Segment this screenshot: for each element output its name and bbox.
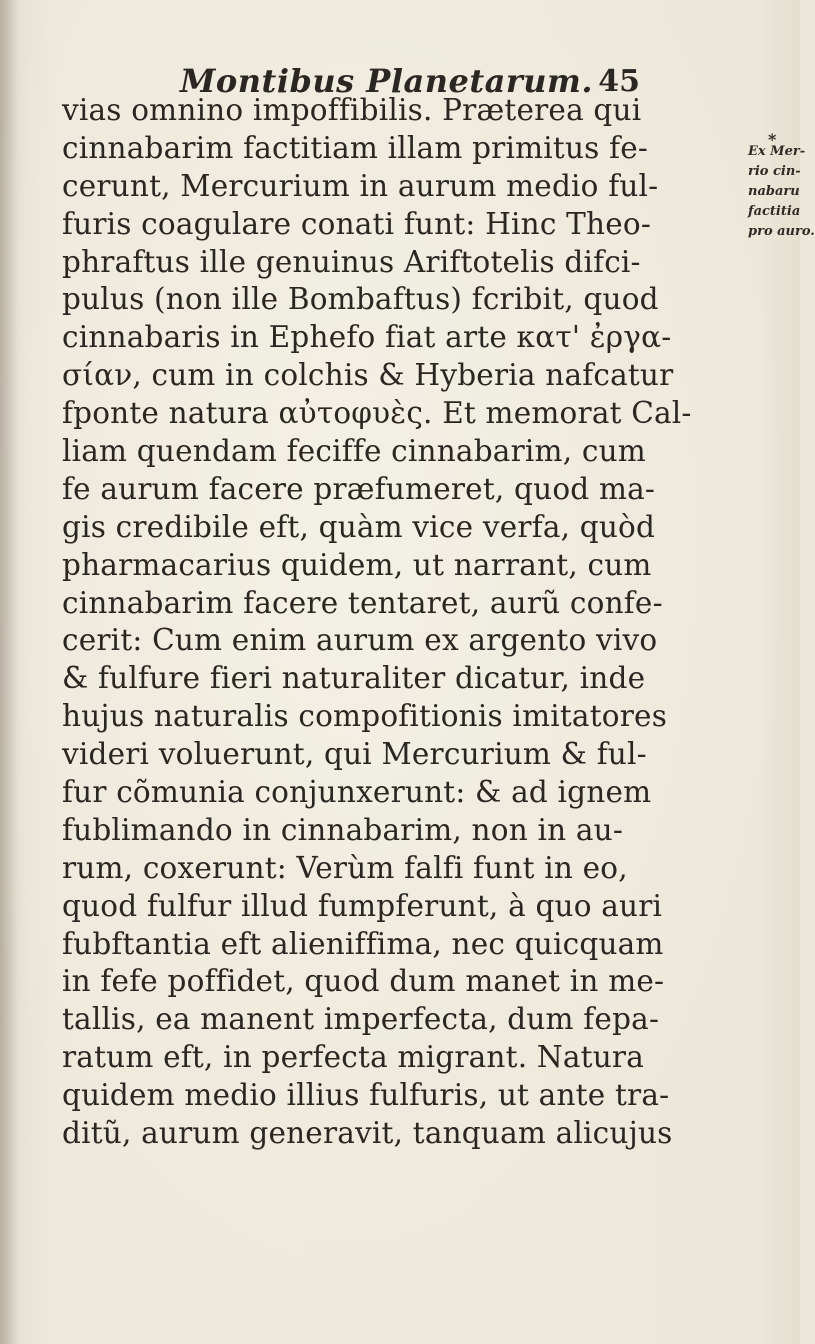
margin-asterisk: * [768,130,777,149]
text-line: ditũ, aurum generavit, tanquam alicujus [62,1116,673,1151]
running-head: Montibus Planetarum. [180,62,593,100]
text-line: ratum eft, in perfecta migrant. Natura [62,1040,644,1075]
text-line: cerit: Cum enim aurum ex argento vivo [62,623,658,658]
margin-note-line: pro auro. [748,224,815,239]
text-line: fponte natura αὐτοφυὲς. Et memorat Cal- [62,396,692,431]
margin-note-line: Ex Mer- [748,144,806,159]
page-number: 45 [598,64,640,99]
text-line: videri voluerunt, qui Mercurium & ful- [62,737,647,772]
text-line: phraftus ille genuinus Ariftotelis difci- [62,244,641,279]
text-line: in fefe poffidet, quod dum manet in me- [62,964,665,999]
text-line: quidem medio illius fulfuris, ut ante tra- [62,1078,670,1113]
margin-note-line: factitia [748,204,801,219]
body-text [62,92,742,1153]
text-line: tallis, ea manent imperfecta, dum fepa- [62,1002,660,1037]
text-line: pharmacarius quidem, ut narrant, cum [62,547,652,582]
text-line: quod fulfur illud fumpferunt, à quo auri [62,888,663,923]
margin-note-line: rio cin- [748,164,801,179]
text-line: liam quendam feciffe cinnabarim, cum [62,434,646,469]
text-line: gis credibile eft, quàm vice verfa, quòd [62,509,656,544]
text-line: fe aurum facere præfumeret, quod ma- [62,471,656,506]
text-line: hujus naturalis compofitionis imitatores [62,699,668,734]
text-line: cinnabaris in Ephefo fiat arte κατ' ἐργα- [62,320,672,355]
margin-note [748,142,815,242]
text-line: fubftantia eft alieniffima, nec quicquam [62,926,664,961]
text-line: cerunt, Mercurium in aurum medio ful- [62,168,659,203]
text-line: σίαν, cum in colchis & Hyberia nafcatur [62,358,674,393]
text-line: cinnabarim factitiam illam primitus fe- [62,130,649,165]
text-line: pulus (non ille Bombaftus) fcribit, quod [62,282,659,317]
text-line: cinnabarim facere tentaret, aurũ confe- [62,585,663,620]
gutter-shadow [0,0,18,1344]
text-line: furis coagulare conati funt: Hinc Theo- [62,206,652,241]
text-line: fublimando in cinnabarim, non in au- [62,812,624,847]
text-line: vias omnino impoffibilis. Præterea qui [62,93,642,127]
margin-note-line: nabaru [748,184,800,199]
text-line: rum, coxerunt: Verùm falfi funt in eo, [62,850,628,885]
text-line: & fulfure fieri naturaliter dicatur, inde [62,661,646,696]
text-line: fur cõmunia conjunxerunt: & ad ignem [62,775,652,810]
